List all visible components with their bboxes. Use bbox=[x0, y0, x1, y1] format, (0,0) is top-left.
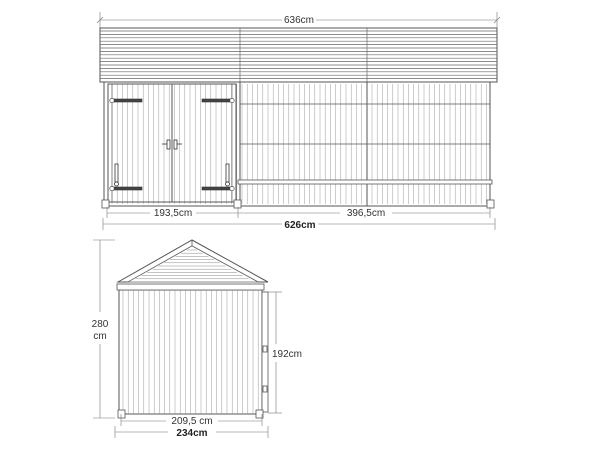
front-view bbox=[97, 12, 500, 231]
door-hinge-bottom-right bbox=[202, 186, 234, 190]
dimension-label-193-5: 193,5cm bbox=[153, 208, 193, 219]
dimension-label-234: 234cm bbox=[176, 428, 208, 439]
dimension-label-280-unit: cm bbox=[93, 331, 107, 342]
dimension-label-626: 626cm bbox=[284, 220, 316, 231]
side-wall bbox=[117, 284, 264, 414]
dimension-label-280: 280 bbox=[91, 319, 109, 330]
dimension-label-192: 192cm bbox=[272, 349, 303, 360]
front-roof bbox=[100, 28, 497, 82]
dimension-label-636: 636cm bbox=[283, 15, 315, 26]
side-gable-roof bbox=[118, 240, 268, 282]
door-bolt-left bbox=[115, 164, 119, 186]
door-bolt-right bbox=[226, 164, 230, 186]
door-hinge-top-right bbox=[202, 98, 234, 102]
dimension-label-396-5: 396,5cm bbox=[346, 208, 386, 219]
side-view bbox=[92, 240, 302, 439]
door-hinge-top-left bbox=[110, 98, 142, 102]
side-door-edge bbox=[262, 292, 268, 412]
dimension-label-209-5: 209,5 cm bbox=[171, 416, 213, 427]
door-hinge-bottom-left bbox=[110, 186, 142, 190]
